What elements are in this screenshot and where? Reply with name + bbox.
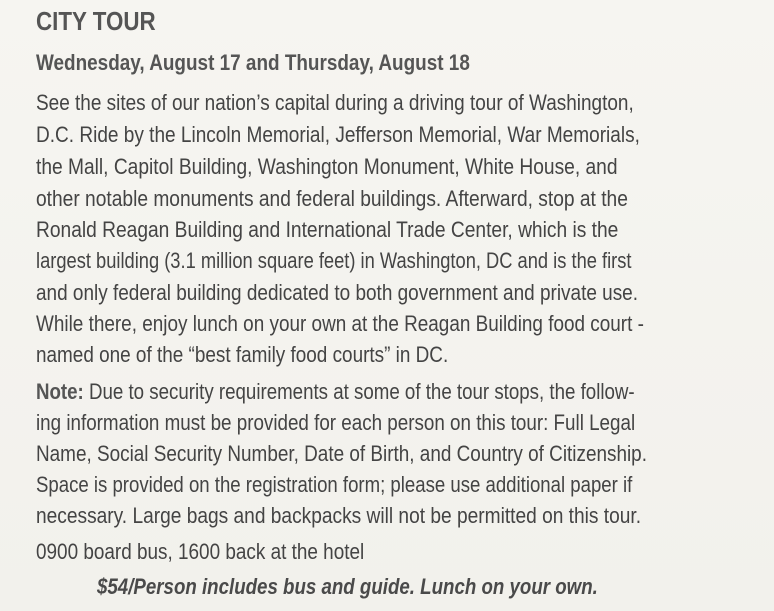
section-title: CITY TOUR <box>36 6 156 36</box>
note-first-line <box>36 381 635 403</box>
description-line: largest building (3.1 million square feet) in Washington, DC and is the first <box>36 248 632 273</box>
description-line: See the sites of our nation’s capital during a driving tour of Washington, <box>36 90 634 115</box>
description-line: and only federal building dedicated to both government and private use. <box>36 280 638 305</box>
description-line: other notable monuments and federal buildings. Afterward, stop at the <box>36 186 628 211</box>
description-line: the Mall, Capitol Building, Washington Monument, White House, and <box>36 154 618 179</box>
description-line: Ronald Reagan Building and International Trade Center, which is the <box>36 217 619 242</box>
schedule-line: 0900 board bus, 1600 back at the hotel <box>36 539 365 564</box>
note-line: necessary. Large bags and backpacks will not be permitted on this tour. <box>36 503 642 528</box>
note-line: Space is provided on the registration form; please use additional paper if <box>36 472 633 497</box>
note-label: Note: <box>36 379 84 404</box>
description-line: While there, enjoy lunch on your own at the Reagan Building food court - <box>36 311 644 336</box>
description-line: named one of the “best family food courts” in DC. <box>36 342 449 367</box>
tour-dates: Wednesday, August 17 and Thursday, August 18 <box>36 50 470 75</box>
price-line: $54/Person includes bus and guide. Lunch on your own. <box>97 574 598 599</box>
description-line: D.C. Ride by the Lincoln Memorial, Jefferson Memorial, War Memorials, <box>36 122 640 147</box>
note-text: Due to security requirements at some of the tour stops, the follow- <box>83 379 635 404</box>
note-line: Name, Social Security Number, Date of Birth, and Country of Citizenship. <box>36 441 647 466</box>
note-line: ing information must be provided for each person on this tour: Full Legal <box>36 410 636 435</box>
